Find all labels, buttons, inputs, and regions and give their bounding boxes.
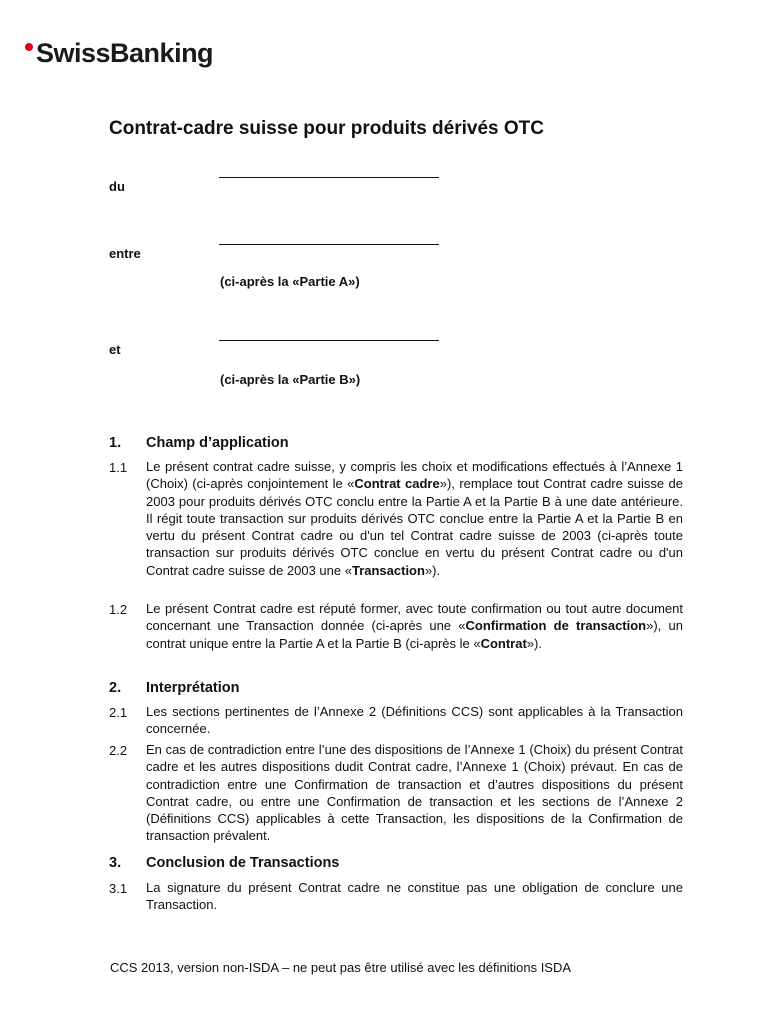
clause-text: En cas de contradiction entre l’une des dispositions de l’Annexe 1 (Choix) du présent Contrat cadre et les autres dispositions dudit Contrat cadre, l’Annexe 1 (Choix) prévaut. En cas de contradiction entre une Confirmation de transaction et d’autres dispositions du présent Contrat cadre, ou entre une Confirmation de transaction et les sections de l’Annexe 2 (Définitions CCS) applicables à cette Transaction, les dispositions de la Confirmation de transaction prévalent.: [146, 742, 683, 844]
party-label-entre: entre: [109, 246, 141, 261]
logo-dot-icon: [25, 43, 33, 51]
party-a-note: (ci-après la «Partie A»): [220, 274, 360, 289]
clause-number: 2.2: [109, 743, 128, 758]
party-b-line: [219, 340, 439, 341]
logo-text: SwissBanking: [36, 38, 214, 68]
clause-number: 1.1: [109, 460, 128, 475]
section-title: Interprétation: [146, 680, 240, 696]
party-a-line: [219, 244, 439, 245]
clause-text: Le présent contrat cadre suisse, y compris les choix et modifications effectués à l’Annexe 1 (Choix) (ci-après conjointement le «Contrat cadre»), remplace tout Contrat cadre suisse de 2003 pour produits dérivés OTC conclu entre la Partie A et la Partie B à une date antérieure. Il régit toute transaction sur produits dérivés OTC conclue entre la Partie A et la Partie B en vertu du présent Contrat cadre ou d'un tel Contrat cadre suisse de 2003 (ci-après toute transaction sur produits dérivés OTC conclue en vertu du présent Contrat cadre ou d'un Contrat cadre suisse de 2003 une «Transaction»).: [146, 459, 683, 578]
section-number: 2.: [109, 680, 122, 696]
swissbanking-logo: [26, 38, 213, 69]
clause-text: Les sections pertinentes de l’Annexe 2 (Définitions CCS) sont applicables à la Transaction concernée.: [146, 704, 683, 737]
clause-number: 3.1: [109, 881, 128, 896]
clause-text: Le présent Contrat cadre est réputé former, avec toute confirmation ou tout autre document concernant une Transaction donnée (ci-après une «Confirmation de transaction»), un contrat unique entre la Partie A et la Partie B (ci-après le «Contrat»).: [146, 601, 683, 651]
party-label-du: du: [109, 179, 125, 194]
document-title: Contrat-cadre suisse pour produits dérivés OTC: [109, 118, 544, 139]
party-b-note: (ci-après la «Partie B»): [220, 372, 361, 387]
clause-text: La signature du présent Contrat cadre ne constitue pas une obligation de conclure une Transaction.: [146, 880, 683, 913]
party-label-et: et: [109, 342, 121, 357]
section-number: 3.: [109, 855, 122, 871]
section-title: Champ d’application: [146, 435, 289, 451]
page-footer: CCS 2013, version non-ISDA – ne peut pas être utilisé avec les définitions ISDA: [110, 960, 572, 975]
section-title: Conclusion de Transactions: [146, 855, 340, 871]
section-number: 1.: [109, 435, 122, 451]
party-date-line: [219, 177, 439, 178]
clause-number: 2.1: [109, 705, 128, 720]
clause-number: 1.2: [109, 602, 128, 617]
